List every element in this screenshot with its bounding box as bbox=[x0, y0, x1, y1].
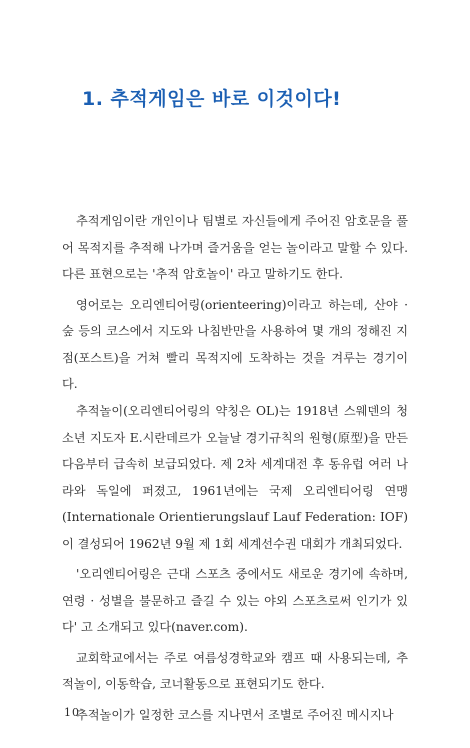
paragraph-church-school: 교회학교에서는 주로 여름성경학교와 캠프 때 사용되는데, 추적놀이, 이동학습, 코너활동으로 표현되기도 한다. bbox=[62, 650, 408, 691]
body-section-intro bbox=[62, 208, 408, 398]
paragraph-definition: 추적게임이란 개인이나 팀별로 자신들에게 주어진 암호문을 풀어 목적지를 추적해 나가며 즐거움을 얻는 놀이라고 말할 수 있다. 다른 표현으로는 '추적 암호놀이' 라고 말하기도 한다. bbox=[62, 214, 408, 281]
paragraph-popularity: '오리엔티어링은 근대 스포츠 중에서도 새로운 경기에 속하며, 연령 · 성별을 불문하고 즐길 수 있는 야외 스포츠로써 인기가 있다' 고 소개되고 있다(naver.com). bbox=[62, 567, 408, 634]
body-section-history bbox=[62, 398, 408, 728]
page-number: 10 bbox=[64, 706, 80, 719]
paragraph-history: 추적놀이(오리엔티어링의 약칭은 OL)는 1918년 스웨덴의 청소년 지도자 E.시란데르가 오늘날 경기규칙의 원형(原型)을 만든 다음부터 급속히 보급되었다. 제 2차 세계대전 후 동유럽 여러 나라와 독일에 퍼졌고, 1961년에는 국제 오리엔티어링 연맹(Internationale Orientierungslauf Lauf Federation: IOF)이 결성되어 1962년 9월 제 1회 세계선수권 대회가 개최되었다. bbox=[62, 404, 408, 551]
chapter-title: 1. 추적게임은 바로 이것이다! bbox=[82, 88, 342, 110]
paragraph-course: 추적놀이가 일정한 코스를 지나면서 조별로 주어진 메시지나 bbox=[76, 707, 394, 722]
paragraph-orienteering: 영어로는 오리엔티어링(orienteering)이라고 하는데, 산야 · 숲 등의 코스에서 지도와 나침반만을 사용하여 몇 개의 정해진 지점(포스트)을 거쳐 빨리 목적지에 도착하는 것을 겨루는 경기이다. bbox=[62, 297, 408, 391]
